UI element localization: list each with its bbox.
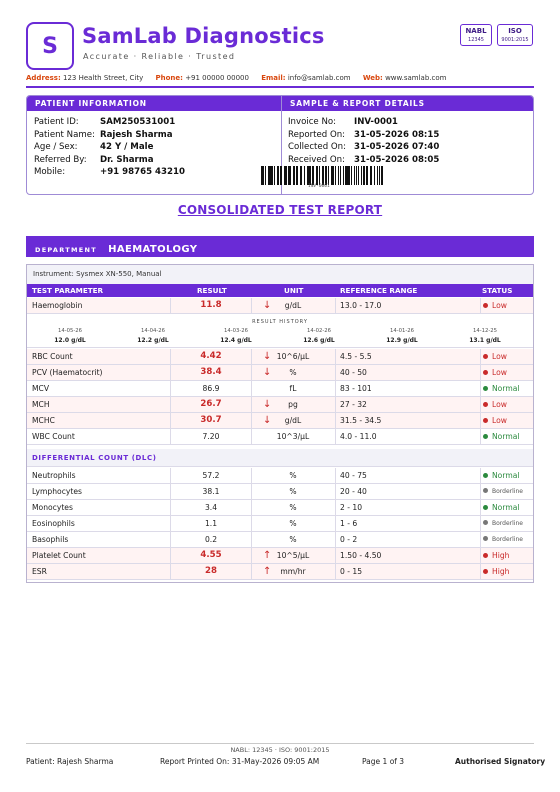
test-status — [483, 468, 519, 483]
test-unit: 10^6/µL — [276, 352, 310, 361]
history-value: 12.0 g/dL — [54, 337, 86, 344]
patient-row — [34, 142, 153, 152]
history-date: 14-12-25 — [472, 328, 498, 334]
column-divider — [335, 298, 336, 313]
test-parameter-name: MCHC — [32, 416, 55, 425]
instrument-note: Instrument: Sysmex XN-550, Manual — [27, 265, 533, 284]
test-status — [483, 564, 509, 579]
test-status — [483, 298, 507, 313]
status-dot-icon — [483, 553, 488, 558]
test-unit: 10^5/µL — [276, 551, 310, 560]
test-result-value: 38.1 — [202, 487, 220, 496]
column-divider — [480, 298, 481, 313]
patient-info-heading: PATIENT INFORMATION — [27, 96, 281, 111]
barcode-bar — [335, 166, 336, 185]
barcode-bar — [381, 166, 384, 185]
barcode-bar — [328, 166, 329, 185]
test-unit: % — [289, 471, 297, 480]
column-divider — [335, 500, 336, 515]
arrow-down-icon: ↓ — [263, 300, 272, 311]
arrow-down-icon: ↓ — [263, 351, 272, 362]
test-parameter-name: MCV — [32, 384, 50, 393]
patient-field-value: +91 98765 43210 — [100, 167, 185, 177]
test-unit: g/dL — [284, 416, 302, 425]
barcode-bar — [340, 166, 342, 185]
barcode-bar — [356, 166, 357, 185]
barcode-bar — [301, 166, 302, 185]
test-result-value: 38.4 — [200, 367, 222, 377]
status-dot-icon — [483, 473, 488, 478]
column-divider — [335, 564, 336, 579]
status-dot-icon — [483, 520, 488, 525]
contact-line — [26, 74, 456, 82]
table-header — [27, 284, 533, 297]
test-status — [483, 397, 507, 412]
column-divider — [480, 516, 481, 531]
barcode-bar — [274, 166, 275, 185]
patient-field-value: Dr. Sharma — [100, 154, 154, 165]
history-value: 12.4 g/dL — [220, 337, 252, 344]
test-result-value: 3.4 — [204, 503, 218, 512]
test-result-value: 86.9 — [202, 384, 220, 393]
footer-page-number: Page 1 of 3 — [362, 757, 405, 766]
barcode-bar — [348, 166, 350, 185]
test-unit: pg — [288, 400, 298, 409]
column-divider — [480, 413, 481, 428]
barcode-bar — [263, 166, 264, 185]
test-unit: g/dL — [284, 301, 302, 310]
barcode-text: INV-0001 — [308, 184, 330, 189]
test-parameter-name: ESR — [32, 567, 47, 576]
test-status-label: High — [492, 567, 510, 576]
barcode-bar — [374, 166, 376, 185]
column-divider — [335, 468, 336, 483]
arrow-up-icon: ↑ — [263, 550, 272, 561]
test-reference-range: 27 - 32 — [340, 400, 367, 409]
arrow-up-icon: ↑ — [263, 566, 272, 577]
col-status: STATUS — [482, 286, 513, 295]
history-entry — [367, 327, 437, 345]
department-name: HAEMATOLOGY — [108, 244, 198, 255]
logo-letter: S — [42, 33, 58, 59]
patient-field-label: Patient Name: — [34, 129, 95, 140]
web-value[interactable]: www.samlab.com — [385, 74, 447, 82]
column-divider — [335, 349, 336, 364]
table-row — [27, 564, 533, 580]
test-unit: fL — [289, 384, 297, 393]
test-status — [483, 532, 523, 547]
history-entry — [35, 327, 105, 345]
column-divider — [480, 564, 481, 579]
test-status — [483, 413, 507, 428]
department-band — [26, 236, 534, 257]
barcode-bar — [307, 166, 310, 185]
barcode-bar — [304, 166, 306, 185]
history-entry — [118, 327, 188, 345]
invoice-barcode — [261, 166, 385, 185]
table-row — [27, 429, 533, 445]
barcode-bar — [379, 166, 380, 185]
nabl-badge-number: 12345 — [468, 37, 484, 43]
test-result-value: 4.42 — [200, 351, 222, 361]
history-value: 13.1 g/dL — [469, 337, 501, 344]
arrow-down-icon: ↓ — [263, 415, 272, 426]
sample-field-label: Collected On: — [288, 142, 346, 152]
nabl-badge-title: NABL — [465, 27, 487, 35]
column-divider — [335, 532, 336, 547]
col-test-parameter: TEST PARAMETER — [32, 286, 104, 295]
column-divider — [335, 397, 336, 412]
report-title: CONSOLIDATED TEST REPORT — [177, 203, 383, 217]
test-reference-range: 31.5 - 34.5 — [340, 416, 382, 425]
history-entry — [201, 327, 271, 345]
history-divider — [27, 347, 533, 348]
test-status-label: Low — [492, 368, 507, 377]
test-unit: % — [289, 519, 297, 528]
barcode-bar — [278, 166, 279, 185]
status-dot-icon — [483, 303, 488, 308]
barcode-bar — [265, 166, 266, 185]
table-row — [27, 381, 533, 397]
table-row — [27, 468, 533, 484]
test-status-label: Normal — [492, 432, 520, 441]
test-reference-range: 0 - 15 — [340, 567, 363, 576]
test-reference-range: 40 - 75 — [340, 471, 367, 480]
test-status — [483, 548, 509, 563]
test-unit: % — [289, 487, 297, 496]
column-divider — [335, 365, 336, 380]
status-dot-icon — [483, 370, 488, 375]
column-divider — [480, 548, 481, 563]
test-status-label: Low — [492, 400, 507, 409]
address-label: Address: — [26, 74, 61, 82]
test-status — [483, 500, 519, 515]
test-reference-range: 20 - 40 — [340, 487, 367, 496]
table-row — [27, 484, 533, 500]
results-table — [26, 264, 534, 583]
table-row — [27, 397, 533, 413]
col-result: RESULT — [197, 286, 227, 295]
patient-row — [34, 117, 175, 127]
barcode-bar — [332, 166, 334, 185]
test-parameter-name: PCV (Haematocrit) — [32, 368, 103, 377]
status-dot-icon — [483, 569, 488, 574]
patient-row — [34, 155, 154, 165]
test-parameter-name: Platelet Count — [32, 551, 86, 560]
test-status-label: Normal — [492, 471, 520, 480]
barcode-bar — [294, 166, 295, 185]
test-status-label: High — [492, 551, 510, 560]
test-status-label: Borderline — [492, 488, 523, 495]
arrow-down-icon: ↓ — [263, 399, 272, 410]
barcode-bar — [280, 166, 282, 185]
email-label: Email: — [261, 74, 286, 82]
table-row — [27, 365, 533, 381]
test-parameter-name: RBC Count — [32, 352, 73, 361]
barcode-bar — [343, 166, 344, 185]
test-reference-range: 4.5 - 5.5 — [340, 352, 372, 361]
table-row — [27, 548, 533, 564]
test-parameter-name: WBC Count — [32, 432, 75, 441]
test-reference-range: 83 - 101 — [340, 384, 372, 393]
table-row — [27, 298, 533, 314]
test-result-value: 28 — [205, 566, 217, 576]
test-status-label: Normal — [492, 503, 520, 512]
result-history-heading: RESULT HISTORY — [252, 319, 308, 325]
sample-field-label: Received On: — [288, 154, 345, 165]
sample-row — [288, 130, 439, 140]
arrow-down-icon: ↓ — [263, 367, 272, 378]
barcode-bar — [296, 166, 298, 185]
sample-details-heading: SAMPLE & REPORT DETAILS — [282, 96, 534, 111]
patient-field-label: Mobile: — [34, 167, 66, 177]
test-reference-range: 0 - 2 — [340, 535, 358, 544]
header-divider — [26, 86, 534, 88]
test-reference-range: 13.0 - 17.0 — [340, 301, 382, 310]
table-row — [27, 413, 533, 429]
sample-field-value: 31-05-2026 08:15 — [354, 129, 440, 140]
test-status — [483, 381, 519, 396]
patient-field-value: SAM250531001 — [100, 117, 176, 127]
barcode-bar — [312, 166, 314, 185]
patient-field-label: Referred By: — [34, 154, 87, 165]
test-parameter-name: MCH — [32, 400, 50, 409]
test-unit: 10^3/µL — [276, 432, 310, 441]
test-reference-range: 1.50 - 4.50 — [340, 551, 382, 560]
sample-field-value: 31-05-2026 08:05 — [354, 154, 440, 165]
test-parameter-name: Basophils — [32, 535, 69, 544]
history-value: 12.2 g/dL — [137, 337, 169, 344]
test-parameter-name: Haemoglobin — [32, 301, 83, 310]
status-dot-icon — [483, 386, 488, 391]
test-status — [483, 484, 523, 499]
footer-divider — [26, 743, 534, 744]
test-result-value: 30.7 — [200, 415, 222, 425]
column-divider — [335, 381, 336, 396]
patient-field-value: Rajesh Sharma — [100, 129, 173, 140]
iso-badge-title: ISO — [508, 27, 522, 35]
table-row — [27, 532, 533, 548]
history-entry — [284, 327, 354, 345]
col-unit: UNIT — [284, 286, 304, 295]
column-divider — [335, 484, 336, 499]
status-dot-icon — [483, 505, 488, 510]
barcode-bar — [351, 166, 352, 185]
column-divider — [335, 429, 336, 444]
history-entry — [450, 327, 520, 345]
test-status — [483, 349, 507, 364]
test-reference-range: 40 - 50 — [340, 368, 367, 377]
barcode-bar — [270, 166, 273, 185]
footer-printed-on: Report Printed On: 31-May-2026 09:05 AM — [160, 757, 320, 766]
sample-field-value: 31-05-2026 07:40 — [354, 142, 440, 152]
footer-patient: Patient: Rajesh Sharma — [26, 757, 114, 766]
sample-row — [288, 142, 439, 152]
lab-name: SamLab Diagnostics — [82, 24, 325, 48]
column-divider — [480, 429, 481, 444]
web-label: Web: — [362, 74, 383, 82]
dlc-subheading: DIFFERENTIAL COUNT (DLC) — [27, 449, 533, 467]
column-divider — [480, 349, 481, 364]
barcode-bar — [325, 166, 328, 185]
test-reference-range: 2 - 10 — [340, 503, 363, 512]
barcode-bar — [345, 166, 348, 185]
barcode-bar — [310, 166, 311, 185]
test-status-label: Low — [492, 352, 507, 361]
iso-badge — [497, 24, 533, 46]
status-dot-icon — [483, 434, 488, 439]
footer-accreditation: NABL: 12345 · ISO: 9001:2015 — [230, 746, 330, 754]
test-result-value: 0.2 — [204, 535, 218, 544]
barcode-bar — [319, 166, 320, 185]
history-value: 12.6 g/dL — [303, 337, 335, 344]
column-divider — [480, 365, 481, 380]
test-reference-range: 1 - 6 — [340, 519, 358, 528]
status-dot-icon — [483, 488, 488, 493]
patient-row — [34, 167, 185, 177]
status-dot-icon — [483, 402, 488, 407]
lab-logo — [26, 22, 74, 70]
col-reference-range: REFERENCE RANGE — [340, 286, 418, 295]
test-unit: % — [289, 503, 297, 512]
barcode-bar — [288, 166, 291, 185]
history-date: 14-03-26 — [223, 328, 249, 334]
test-unit: % — [289, 368, 297, 377]
sample-field-label: Invoice No: — [288, 117, 337, 127]
test-result-value: 26.7 — [200, 399, 222, 409]
barcode-bar — [366, 166, 368, 185]
history-date: 14-02-26 — [306, 328, 332, 334]
column-divider — [480, 397, 481, 412]
test-status-label: Low — [492, 301, 507, 310]
barcode-bar — [317, 166, 318, 185]
sample-row — [288, 155, 439, 165]
email-value[interactable]: info@samlab.com — [287, 74, 351, 82]
history-value: 12.9 g/dL — [386, 337, 418, 344]
barcode-bar — [371, 166, 372, 185]
phone-label: Phone: — [155, 74, 183, 82]
table-row — [27, 500, 533, 516]
department-label: DEPARTMENT — [35, 246, 97, 254]
test-parameter-name: Lymphocytes — [32, 487, 82, 496]
patient-row — [34, 130, 173, 140]
sample-row — [288, 117, 398, 127]
address-value: 123 Health Street, City — [63, 74, 144, 82]
sample-field-label: Reported On: — [288, 129, 346, 140]
test-status-label: Low — [492, 416, 507, 425]
test-parameter-name: Eosinophils — [32, 519, 75, 528]
patient-field-value: 42 Y / Male — [100, 142, 154, 152]
barcode-bar — [358, 166, 360, 185]
column-divider — [335, 548, 336, 563]
test-status-label: Borderline — [492, 520, 523, 527]
footer-signatory: Authorised Signatory — [455, 757, 546, 766]
column-divider — [480, 468, 481, 483]
test-parameter-name: Monocytes — [32, 503, 73, 512]
column-divider — [480, 381, 481, 396]
test-reference-range: 4.0 - 11.0 — [340, 432, 377, 441]
test-unit: mm/hr — [280, 567, 306, 576]
column-divider — [480, 484, 481, 499]
test-result-value: 11.8 — [200, 300, 222, 310]
test-status — [483, 365, 507, 380]
barcode-bar — [363, 166, 366, 185]
test-result-value: 57.2 — [202, 471, 220, 480]
history-date: 14-04-26 — [140, 328, 166, 334]
patient-field-label: Patient ID: — [34, 117, 79, 127]
test-unit: % — [289, 535, 297, 544]
column-divider — [335, 413, 336, 428]
iso-badge-number: 9001:2015 — [501, 37, 529, 43]
phone-value: +91 00000 00000 — [185, 74, 249, 82]
sample-field-value: INV-0001 — [354, 117, 398, 127]
column-divider — [480, 500, 481, 515]
history-date: 14-05-26 — [57, 328, 83, 334]
status-dot-icon — [483, 354, 488, 359]
test-status — [483, 429, 519, 444]
test-status-label: Normal — [492, 384, 520, 393]
test-status — [483, 516, 523, 531]
test-result-value: 4.55 — [200, 550, 222, 560]
status-dot-icon — [483, 418, 488, 423]
barcode-bar — [286, 166, 287, 185]
column-divider — [480, 532, 481, 547]
table-row — [27, 349, 533, 365]
test-parameter-name: Neutrophils — [32, 471, 76, 480]
history-date: 14-01-26 — [389, 328, 415, 334]
patient-field-label: Age / Sex: — [34, 142, 78, 152]
column-divider — [335, 516, 336, 531]
lab-tagline: Accurate · Reliable · Trusted — [83, 52, 236, 61]
nabl-badge — [460, 24, 492, 46]
test-result-value: 7.20 — [202, 432, 220, 441]
test-status-label: Borderline — [492, 536, 523, 543]
status-dot-icon — [483, 536, 488, 541]
test-result-value: 1.1 — [204, 519, 218, 528]
table-row — [27, 516, 533, 532]
